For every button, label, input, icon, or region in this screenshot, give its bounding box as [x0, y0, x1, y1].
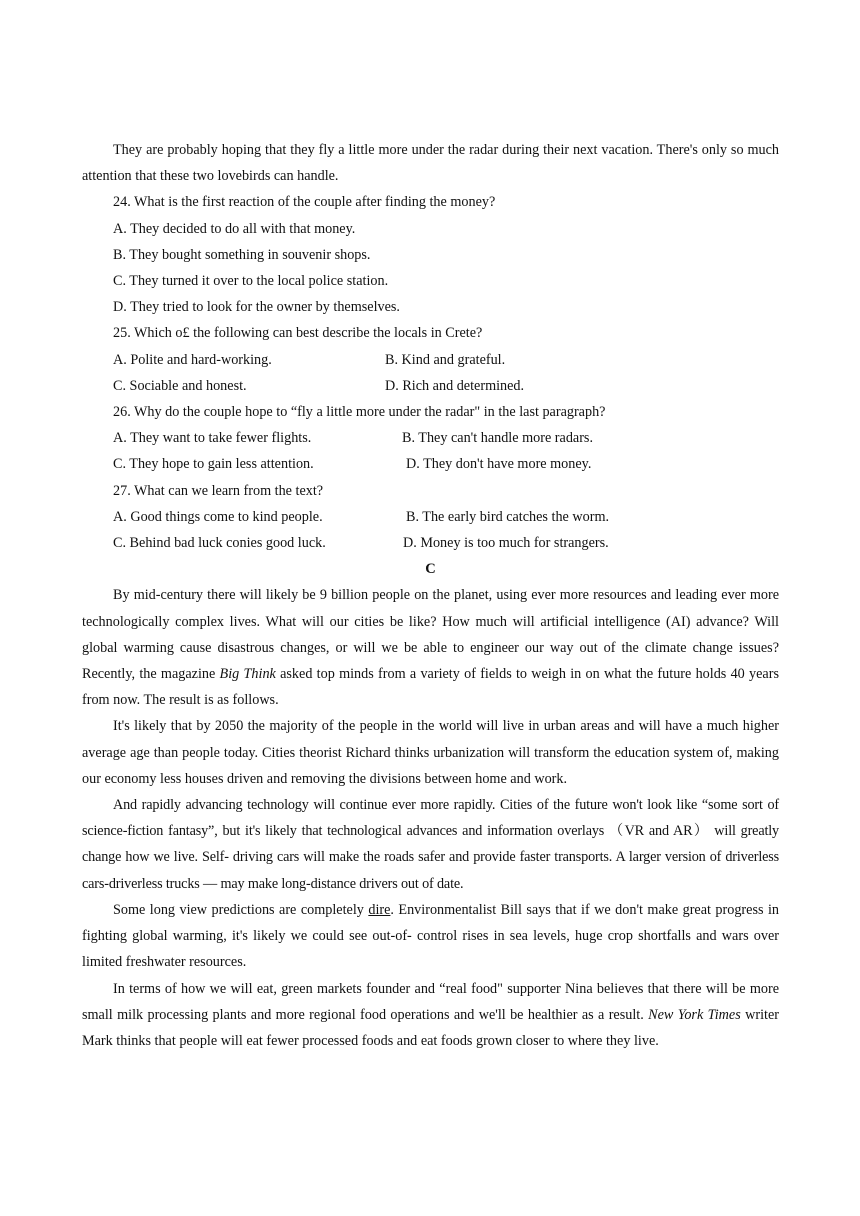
passage-c-paragraph-3: And rapidly advancing technology will continue ever more rapidly. Cities of the future won't look like “some sort of science-fiction fantasy”, but it's likely that technological advances and information overlays （VR and AR） will greatly change how we live. Self- driving cars will make the roads safer and provide faster transports. A larger version of driverless cars-driverless trucks — may make long-distance drivers out of date.: [82, 797, 779, 892]
question-27-options-row-1: [82, 504, 779, 530]
question-26-option-b: B. They can't handle more radars.: [402, 430, 593, 447]
question-25-options-row-1: [82, 347, 779, 373]
passage-c-p4-text-a: Some long view predictions are completely: [113, 901, 369, 918]
question-25-options-row-2: [82, 373, 779, 399]
question-27-option-a: A. Good things come to kind people.: [113, 508, 323, 525]
passage-c-paragraph-2: It's likely that by 2050 the majority of the people in the world will live in urban areas and will have a much higher average age than people today. Cities theorist Richard thinks urbanization will transform the education system of, making our economy less houses driven and removing the divisions between home and work.: [82, 718, 779, 787]
question-25-option-a: A. Polite and hard-working.: [113, 351, 272, 368]
question-26-option-c: C. They hope to gain less attention.: [113, 456, 314, 473]
passage-c-paragraph-1: [82, 582, 779, 713]
newspaper-title: New York Times: [648, 1006, 741, 1023]
passage-b-closing-paragraph: They are probably hoping that they fly a little more under the radar during their next vacation. There's only so much attention that these two lovebirds can handle.: [82, 142, 779, 185]
question-25-option-b: B. Kind and grateful.: [385, 351, 506, 368]
question-26-options-row-1: [82, 425, 779, 451]
question-24-option-b: B. They bought something in souvenir shops.: [113, 246, 371, 263]
passage-c-p4-text-b: . Environmentalist Bill says that if we don't make great progress in fighting global warming, it's likely we could see out-of- control rises in sea levels, huge crop shortfalls and wars over limited freshwater resources.: [82, 901, 780, 971]
underlined-word-dire: dire: [368, 901, 391, 918]
question-27-option-b: B. The early bird catches the worm.: [406, 508, 610, 525]
question-27-option-c: C. Behind bad luck conies good luck.: [113, 535, 326, 552]
passage-c-p5-text-a: In terms of how we will eat, green markets founder and “real food" supporter Nina believes that there will be more small milk processing plants and more regional food operations and we'll be healthier as a result.: [82, 980, 779, 1023]
passage-c-p1-text-a: By mid-century there will likely be 9 billion people on the planet, using ever more resources and leading ever more technologically complex lives. What will our cities be like? How much will artificial intelligence (AI) advance? Will global warming cause disastrous changes, or will we be able to engineer our way out of the climate change issues? Recently, the magazine: [82, 587, 779, 683]
document-page: [82, 137, 779, 1054]
question-24-option-c: C. They turned it over to the local police station.: [113, 273, 389, 290]
magazine-title: Big Think: [219, 666, 276, 683]
passage-c-paragraph-4: [82, 897, 779, 976]
question-27-option-d: D. Money is too much for strangers.: [403, 535, 609, 552]
question-24-option-d: D. They tried to look for the owner by themselves.: [113, 299, 400, 316]
question-25-stem: 25. Which o£ the following can best describe the locals in Crete?: [113, 325, 483, 342]
question-26-option-a: A. They want to take fewer flights.: [113, 430, 312, 447]
question-24-stem: 24. What is the first reaction of the couple after finding the money?: [113, 194, 496, 211]
question-24-option-a: A. They decided to do all with that money.: [113, 220, 356, 237]
question-26-stem: 26. Why do the couple hope to “fly a little more under the radar" in the last paragraph?: [113, 404, 606, 421]
passage-c-p5-text-b: writer Mark thinks that people will eat fewer processed foods and eat foods grown closer to where they live.: [82, 1006, 779, 1049]
question-25-option-c: C. Sociable and honest.: [113, 377, 247, 394]
question-27-stem: 27. What can we learn from the text?: [113, 482, 324, 499]
passage-c-paragraph-5: [82, 976, 779, 1055]
question-25-option-d: D. Rich and determined.: [385, 377, 525, 394]
question-27-options-row-2: [82, 530, 779, 556]
section-heading-c: C: [425, 561, 436, 578]
question-26-option-d: D. They don't have more money.: [406, 456, 592, 473]
question-26-options-row-2: [82, 451, 779, 477]
passage-c-p1-text-b: asked top minds from a variety of fields to weigh in on what the future holds 40 years from now. The result is as follows.: [82, 666, 779, 709]
